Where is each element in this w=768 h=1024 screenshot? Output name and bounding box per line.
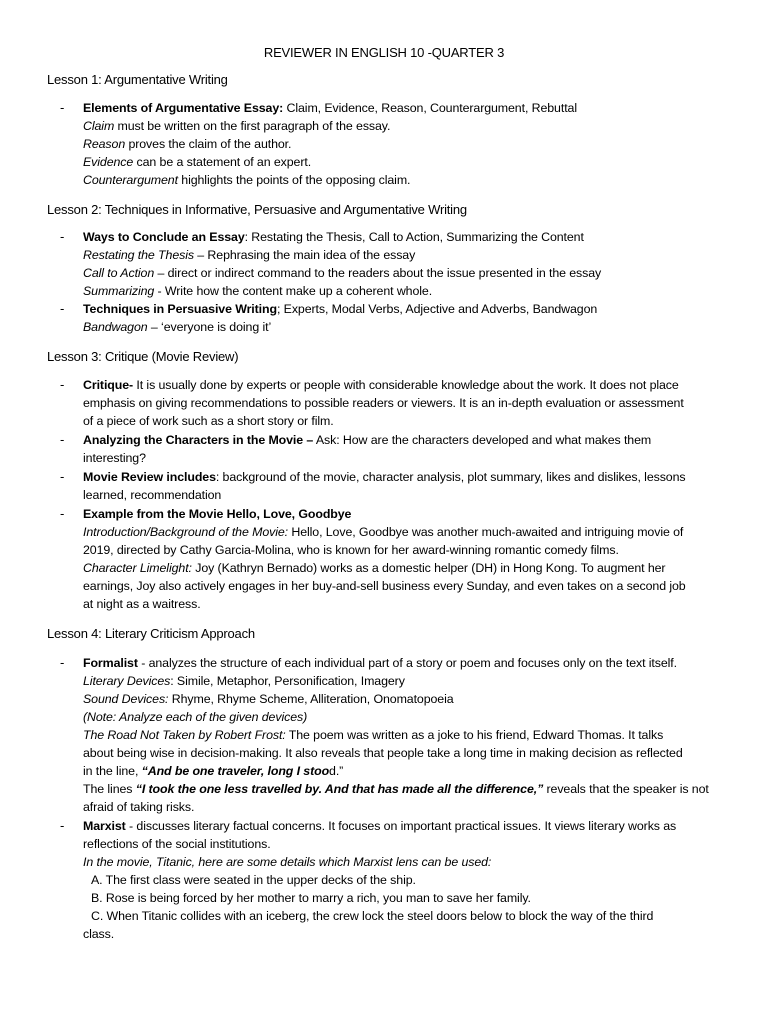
bandwagon-line: Bandwagon – ‘everyone is doing it’ bbox=[83, 320, 272, 334]
bullet-marker: - bbox=[60, 506, 65, 521]
sound-devices-line: Sound Devices: Rhyme, Rhyme Scheme, Alliteration, Onomatopoeia bbox=[83, 692, 454, 706]
bullet-ways-conclude: Ways to Conclude an Essay: Restating the Thesis, Call to Action, Summarizing the Content bbox=[83, 230, 584, 244]
lines-quote-line-2: afraid of taking risks. bbox=[83, 800, 195, 814]
intro-background-line-2: 2019, directed by Cathy Garcia-Molina, who is known for her award-winning romantic comedy films. bbox=[83, 543, 619, 557]
lesson-1-heading: Lesson 1: Argumentative Writing bbox=[47, 72, 228, 87]
bullet-analyzing-characters: Analyzing the Characters in the Movie – Ask: How are the characters developed and what makes them bbox=[83, 433, 652, 447]
bullet-persuasive-techniques: Techniques in Persuasive Writing; Experts, Modal Verbs, Adjective and Adverbs, Bandwagon bbox=[83, 302, 598, 316]
titanic-item-b: B. Rose is being forced by her mother to marry a rich, you man to save her family. bbox=[91, 891, 531, 905]
bullet-marxist: Marxist - discusses literary factual concerns. It focuses on important practical issues. It views literary works as bbox=[83, 819, 677, 833]
character-limelight-line-2: earnings, Joy also actively engages in her buy-and-sell business every Sunday, and even takes on a second job bbox=[83, 579, 686, 593]
note-line: (Note: Analyze each of the given devices) bbox=[83, 710, 308, 724]
bullet-marker: - bbox=[60, 432, 65, 447]
lesson-4-heading: Lesson 4: Literary Criticism Approach bbox=[47, 626, 255, 641]
evidence-line: Evidence can be a statement of an expert. bbox=[83, 155, 312, 169]
call-to-action-line: Call to Action – direct or indirect command to the readers about the issue presented in the essay bbox=[83, 266, 602, 280]
document-title: REVIEWER IN ENGLISH 10 -QUARTER 3 bbox=[263, 45, 505, 60]
critique-line-3: of a piece of work such as a short story or film. bbox=[83, 414, 334, 428]
claim-line: Claim must be written on the first paragraph of the essay. bbox=[83, 119, 391, 133]
bullet-marker: - bbox=[60, 229, 65, 244]
reason-line: Reason proves the claim of the author. bbox=[83, 137, 292, 151]
character-limelight-line-3: at night as a waitress. bbox=[83, 597, 201, 611]
lesson-2-heading: Lesson 2: Techniques in Informative, Persuasive and Argumentative Writing bbox=[47, 202, 467, 217]
restating-line: Restating the Thesis – Rephrasing the main idea of the essay bbox=[83, 248, 416, 262]
titanic-item-c: C. When Titanic collides with an iceberg, the crew lock the steel doors below to block the way of the third bbox=[91, 909, 654, 923]
bullet-elements-argumentative: Elements of Argumentative Essay: Claim, Evidence, Reason, Counterargument, Rebuttal bbox=[83, 101, 577, 115]
bullet-marker: - bbox=[60, 301, 65, 316]
bullet-critique: Critique- It is usually done by experts or people with considerable knowledge about the work. It does not place bbox=[83, 378, 679, 392]
road-not-taken-line: The Road Not Taken by Robert Frost: The poem was written as a joke to his friend, Edward Thomas. It talks bbox=[83, 728, 664, 742]
titanic-item-c-line-2: class. bbox=[83, 927, 115, 941]
bullet-formalist: Formalist - analyzes the structure of each individual part of a story or poem and focuses only on the text itself. bbox=[83, 656, 677, 670]
road-not-taken-line-2: about being wise in decision-making. It also reveals that people take a long time in making decision as reflected bbox=[83, 746, 683, 760]
bullet-movie-review: Movie Review includes: background of the movie, character analysis, plot summary, likes and dislikes, lessons bbox=[83, 470, 686, 484]
lines-quote-line: The lines “I took the one less travelled by. And that has made all the difference,” reveals that the speaker is not bbox=[83, 782, 709, 796]
movie-review-line-2: learned, recommendation bbox=[83, 488, 222, 502]
titanic-intro-line: In the movie, Titanic, here are some details which Marxist lens can be used: bbox=[83, 855, 492, 869]
literary-devices-line: Literary Devices: Simile, Metaphor, Personification, Imagery bbox=[83, 674, 405, 688]
analyzing-line-2: interesting? bbox=[83, 451, 146, 465]
critique-line-2: emphasis on giving recommendations to possible readers or viewers. It is an in-depth evaluation or assessment bbox=[83, 396, 684, 410]
bullet-marker: - bbox=[60, 655, 65, 670]
counterargument-line: Counterargument highlights the points of the opposing claim. bbox=[83, 173, 411, 187]
bullet-marker: - bbox=[60, 377, 65, 392]
titanic-item-a: A. The first class were seated in the upper decks of the ship. bbox=[91, 873, 416, 887]
bullet-marker: - bbox=[60, 469, 65, 484]
road-not-taken-line-3: in the line, “And be one traveler, long I stood.” bbox=[83, 764, 344, 778]
character-limelight-line: Character Limelight: Joy (Kathryn Bernado) works as a domestic helper (DH) in Hong Kong. To augment her bbox=[83, 561, 666, 575]
summarizing-line: Summarizing - Write how the content make up a coherent whole. bbox=[83, 284, 433, 298]
intro-background-line: Introduction/Background of the Movie: Hello, Love, Goodbye was another much-awaited and intriguing movie of bbox=[83, 525, 684, 539]
bullet-marker: - bbox=[60, 818, 65, 833]
bullet-example-movie: Example from the Movie Hello, Love, Goodbye bbox=[83, 507, 352, 521]
lesson-3-heading: Lesson 3: Critique (Movie Review) bbox=[47, 349, 239, 364]
marxist-line-2: reflections of the social institutions. bbox=[83, 837, 271, 851]
bullet-marker: - bbox=[60, 100, 65, 115]
